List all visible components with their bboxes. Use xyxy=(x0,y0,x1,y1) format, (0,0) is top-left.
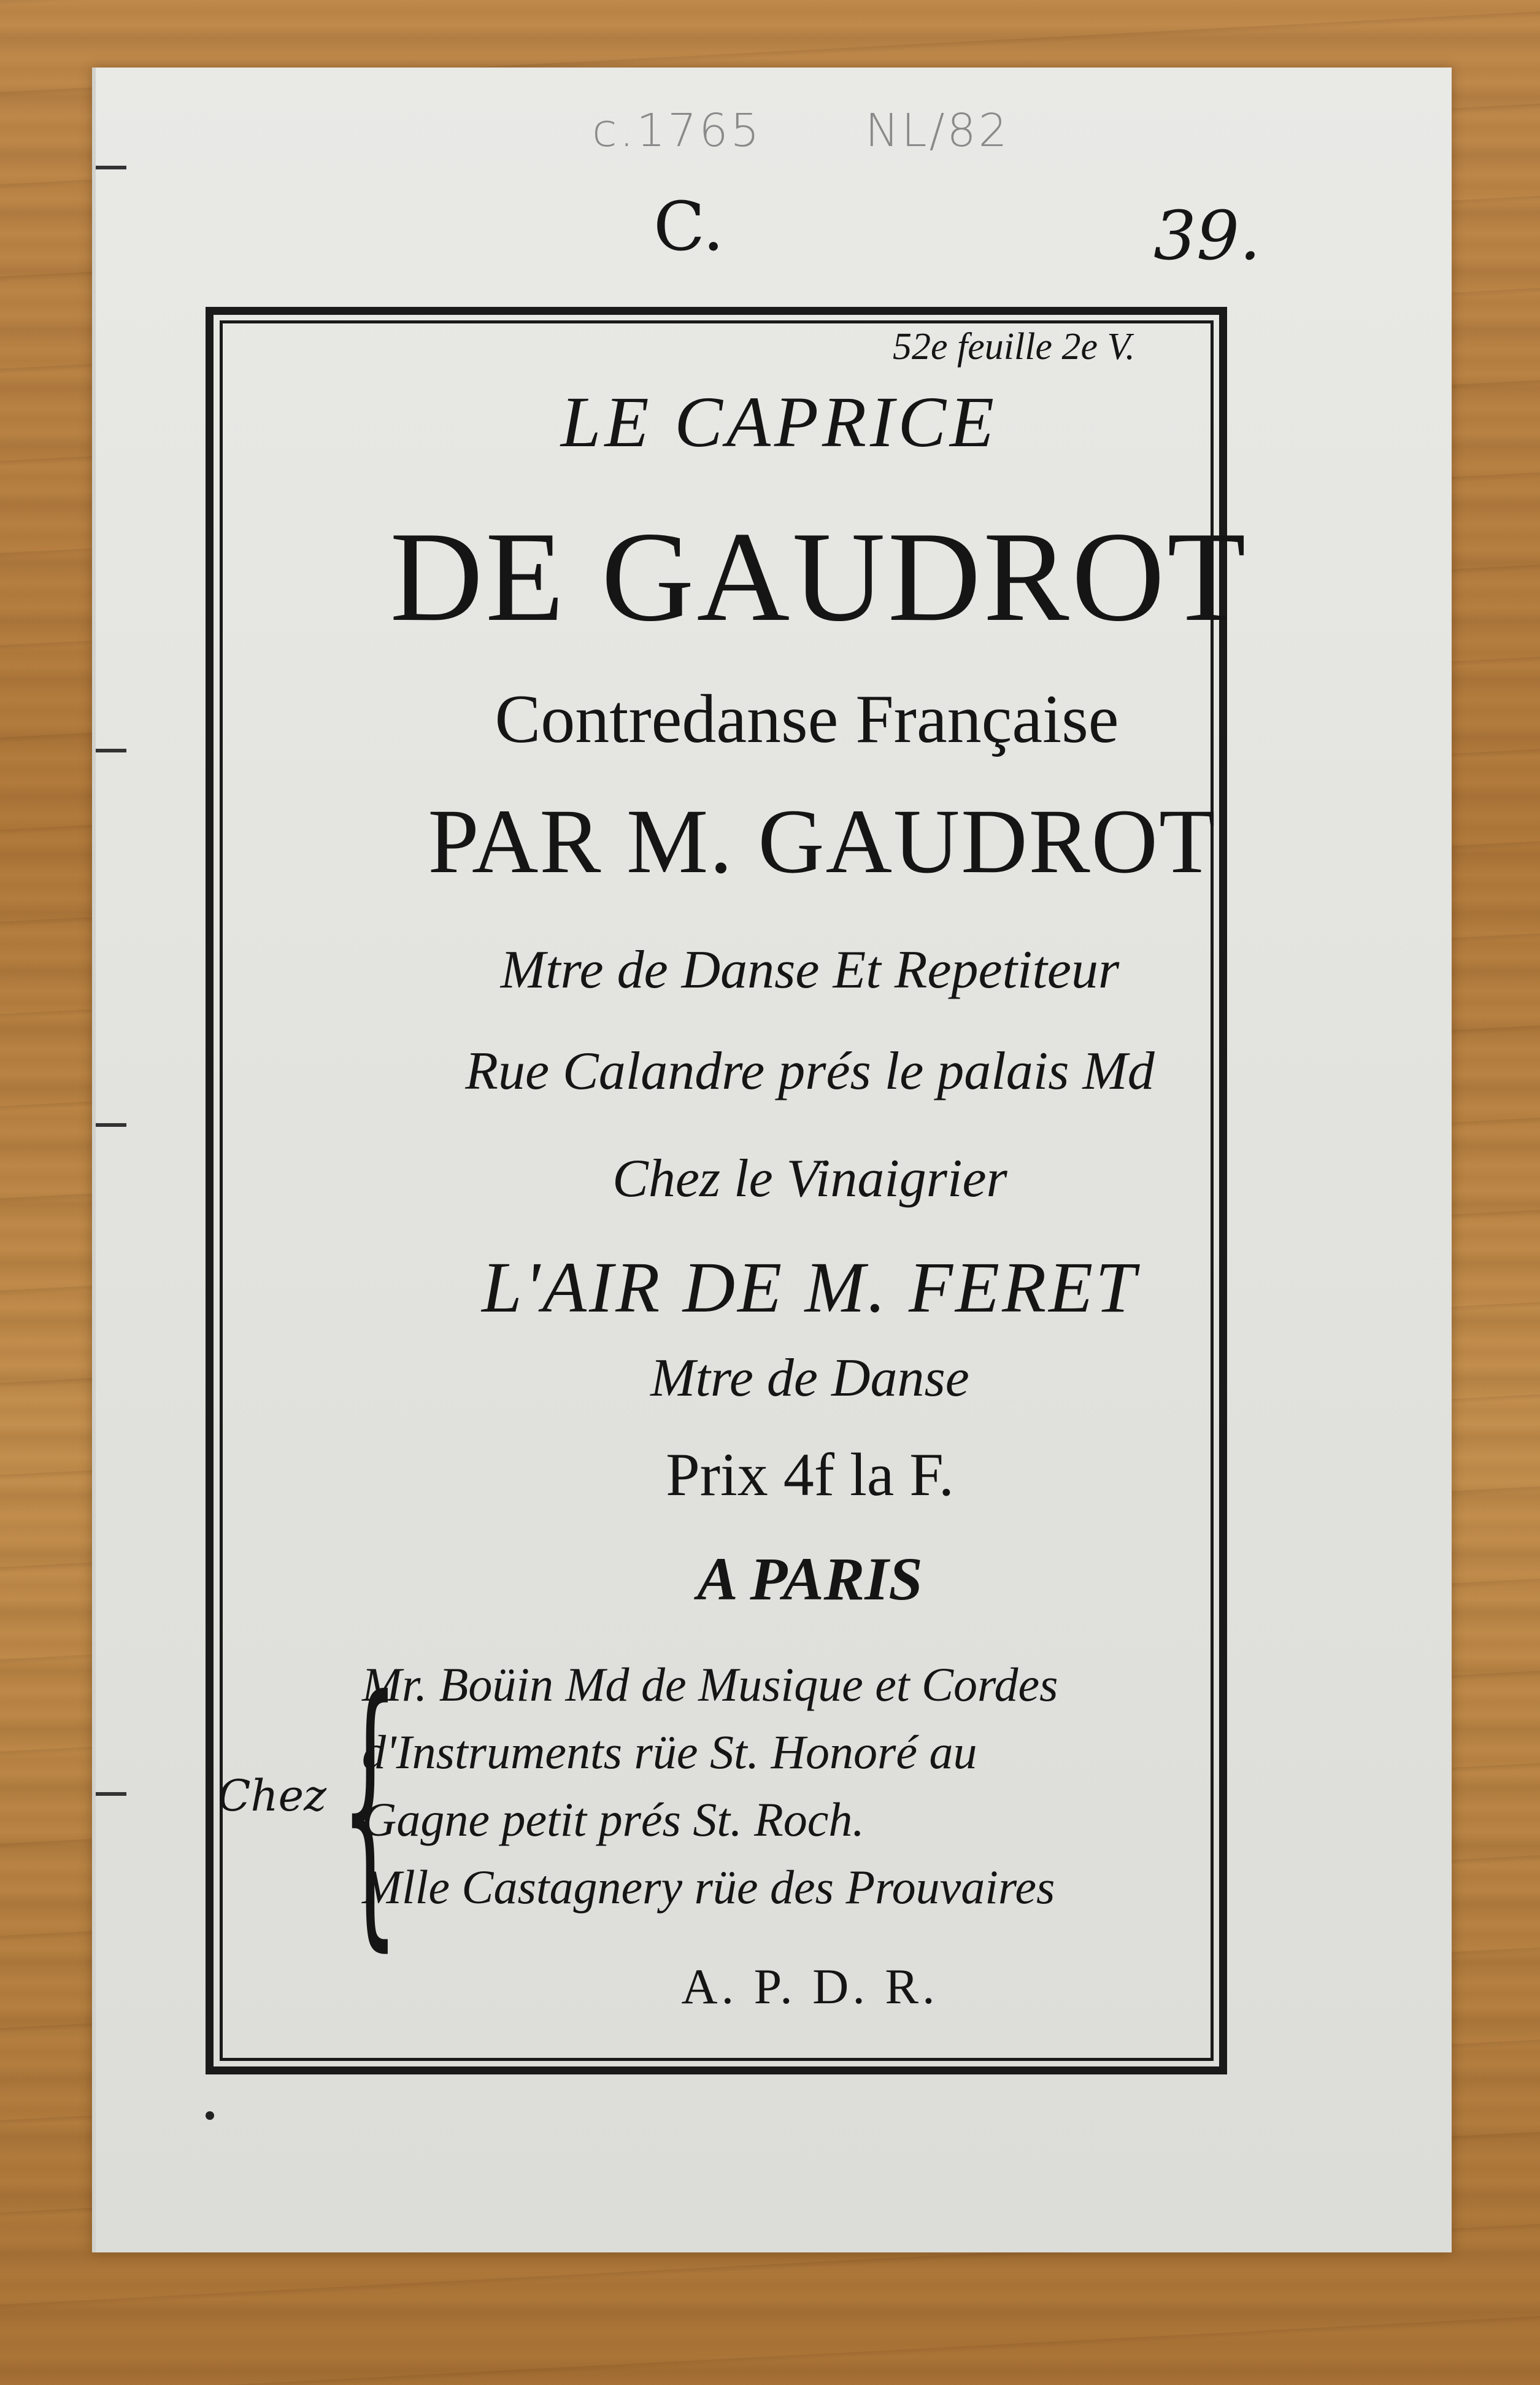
author-address: Rue Calandre prés le palais Md xyxy=(465,1042,1155,1101)
seller-brace: { xyxy=(341,1639,399,1975)
place: A PARIS xyxy=(697,1545,923,1613)
author-role: Mtre de Danse Et Repetiteur xyxy=(500,940,1120,1000)
air-line: L'AIR DE M. FERET xyxy=(482,1247,1138,1328)
author-shop: Chez le Vinaigrier xyxy=(612,1149,1007,1208)
pencil-shelf-note: NL/82 xyxy=(865,104,1010,157)
seller-line-4: Mlle Castagnery rüe des Prouvaires xyxy=(362,1860,1055,1914)
binding-stitch xyxy=(96,1123,126,1127)
sheet-reference: 52e feuille 2e V. xyxy=(893,326,1135,368)
binding-stitch xyxy=(96,1792,126,1796)
pencil-date-note: c.1765 xyxy=(592,104,762,157)
catalog-letter: C. xyxy=(653,187,725,266)
air-role: Mtre de Danse xyxy=(650,1348,969,1408)
price: Prix 4f la F. xyxy=(666,1440,954,1509)
catalog-number: 39. xyxy=(1153,196,1261,275)
privilege-mark: A. P. D. R. xyxy=(681,1958,939,2014)
seller-line-2: d'Instruments rüe St. Honoré au xyxy=(362,1725,977,1779)
seller-line-3: Gagne petit prés St. Roch. xyxy=(362,1793,864,1846)
binding-stitch xyxy=(96,166,126,169)
seller-line-1: Mr. Boüin Md de Musique et Cordes xyxy=(362,1658,1058,1711)
title-line-2: DE GAUDROT xyxy=(390,506,1249,648)
ink-dot xyxy=(206,2111,214,2120)
author-line: PAR M. GAUDROT xyxy=(428,790,1217,892)
chez-label: Chez xyxy=(218,1771,326,1821)
title-line-1: LE CAPRICE xyxy=(560,382,998,462)
title-subtitle: Contredanse Française xyxy=(495,681,1119,757)
